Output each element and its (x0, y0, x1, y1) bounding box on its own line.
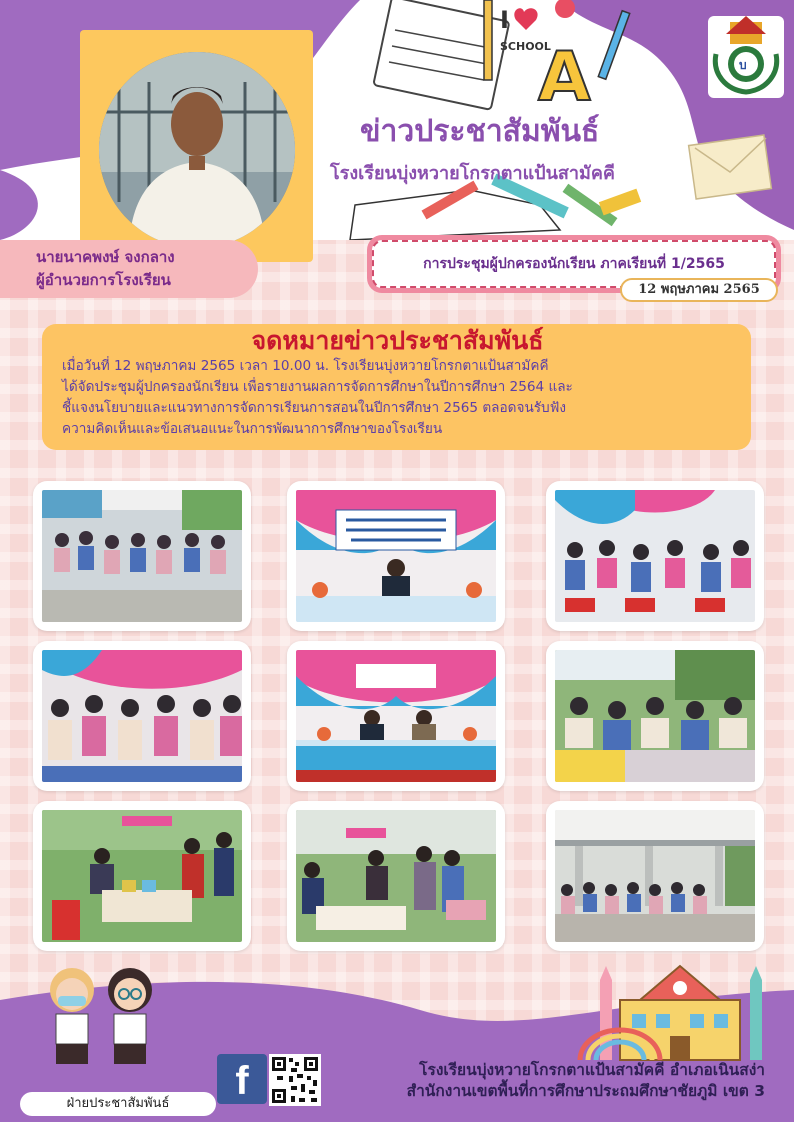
announcement-line: ชี้แจงนโยบายและแนวทางการจัดการเรียนการสอนในปีการศึกษา 2565 ตลอดจนรับฟัง (62, 400, 566, 416)
footer-school-line: โรงเรียนบุ่งหวายโกรกตาแป้นสามัคคี อำเภอเนินสง่า (419, 1061, 765, 1079)
director-name-box (0, 240, 258, 298)
director-position: ผู้อำนวยการโรงเรียน (36, 271, 171, 289)
meeting-date: 12 พฤษภาคม 2565 (620, 278, 778, 302)
meeting-photo (33, 481, 251, 631)
decor-letter-a: A (538, 38, 591, 117)
announcement-line: เมื่อวันที่ 12 พฤษภาคม 2565 เวลา 10.00 น. โรงเรียนบุ่งหวายโกรกตาแป้นสามัคคี (62, 358, 549, 374)
meeting-photo (33, 641, 251, 791)
meeting-photo (33, 801, 251, 951)
department-label: ฝ่ายประชาสัมพันธ์ (20, 1092, 216, 1116)
meeting-photo (546, 801, 764, 951)
meeting-photo (546, 481, 764, 631)
meeting-photo (287, 481, 505, 631)
page-title: ข่าวประชาสัมพันธ์ (360, 114, 600, 149)
school-name: โรงเรียนบุ่งหวายโกรกตาแป้นสามัคคี (330, 163, 615, 184)
announcement-line: ความคิดเห็นและข้อเสนอแนะในการพัฒนาการศึกษาของโรงเรียน (62, 421, 443, 437)
director-photo (99, 52, 295, 248)
meeting-photo (546, 641, 764, 791)
facebook-icon[interactable]: f (217, 1054, 267, 1104)
svg-text:I: I (500, 6, 509, 34)
meeting-title: การประชุมผู้ปกครองนักเรียน ภาคเรียนที่ 1/2565 (372, 240, 776, 288)
meeting-photo (287, 641, 505, 791)
director-name: นายนาคพงษ์ จงกลาง (36, 248, 175, 266)
announcement-box (42, 324, 751, 450)
school-logo (708, 16, 784, 98)
announcement-body (62, 356, 733, 440)
meeting-photo (287, 801, 505, 951)
qr-code-icon[interactable] (269, 1054, 321, 1106)
decor-school-word: SCHOOL (500, 40, 551, 53)
svg-text:บ: บ (739, 58, 747, 72)
footer-school-info (345, 1060, 765, 1102)
footer-office-line: สำนักงานเขตพื้นที่การศึกษาประถมศึกษาชัยภูมิ เขต 3 (406, 1082, 765, 1100)
announcement-line: ได้จัดประชุมผู้ปกครองนักเรียน เพื่อรายงานผลการจัดการศึกษาในปีการศึกษา 2564 และ (62, 379, 573, 395)
announcement-heading: จดหมายข่าวประชาสัมพันธ์ (251, 326, 544, 355)
